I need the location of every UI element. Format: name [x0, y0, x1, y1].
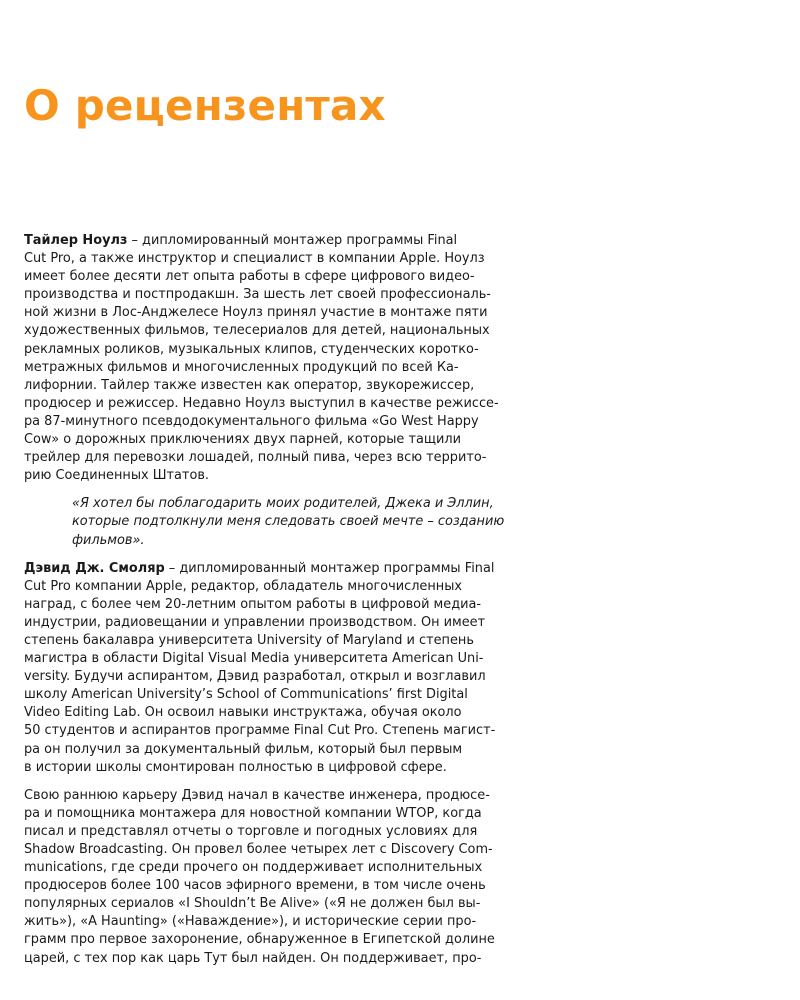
quote-line: «Я хотел бы поблагодарить моих родителей, Джека и Эллин,	[72, 496, 494, 512]
paragraph-text: – дипломированный монтажер программы Final	[164, 560, 495, 576]
paragraph-line: Cut Pro, а также инструктор и специалист в компании Apple. Ноулз	[24, 251, 485, 267]
paragraph-line: munications, где среди прочего он поддерживает исполнительных	[24, 860, 483, 876]
paragraph-line: лифорнии. Тайлер также известен как оператор, звукорежиссер,	[24, 377, 475, 393]
quote-line: которые подтолкнули меня следовать своей мечте – созданию	[72, 514, 505, 530]
paragraph-line: рию Соединенных Штатов.	[24, 468, 210, 484]
paragraph-line: производства и постпродакшн. За шесть лет своей профессиональ-	[24, 287, 491, 303]
paragraph-line: продюсер и режиссер. Недавно Ноулз выступил в качестве режиссе-	[24, 395, 499, 411]
paragraph-line: рекламных роликов, музыкальных клипов, студенческих коротко-	[24, 341, 479, 357]
paragraph-line: писал и представлял отчеты о торговле и погодных условиях для	[24, 823, 478, 839]
paragraph-david-career	[24, 787, 544, 968]
paragraph-line: Video Editing Lab. Он освоил навыки инструктажа, обучая около	[24, 705, 462, 721]
paragraph-line: метражных фильмов и многочисленных продукций по всей Ка-	[24, 359, 459, 375]
paragraph-line: популярных сериалов «I Shouldn’t Be Alive» («Я не должен был вы-	[24, 896, 481, 912]
paragraph-line: жить»), «A Haunting» («Наваждение»), и исторические серии про-	[24, 914, 477, 930]
paragraph-line: ра он получил за документальный фильм, который был первым	[24, 741, 463, 757]
paragraph-line: степень бакалавра университета University of Maryland и степень	[24, 632, 474, 648]
paragraph-line: Свою раннюю карьеру Дэвид начал в качестве инженера, продюсе-	[24, 787, 490, 803]
page-title: О рецензентах	[24, 81, 386, 130]
paragraph-line: ра 87-минутного псевдодокументального фильма «Go West Happy	[24, 413, 479, 429]
paragraph-line	[24, 232, 544, 250]
paragraph-line: трейлер для перевозки лошадей, полный пива, через всю террито-	[24, 450, 487, 466]
paragraph-line: школу American University’s School of Communications’ first Digital	[24, 687, 468, 703]
paragraph-line: индустрии, радиовещании и управлении производством. Он имеет	[24, 614, 486, 630]
reviewer-name: Тайлер Ноулз	[24, 233, 128, 248]
paragraph-line: художественных фильмов, телесериалов для детей, национальных	[24, 323, 490, 339]
paragraph-line: наград, с более чем 20-летним опытом работы в цифровой медиа-	[24, 596, 482, 612]
paragraph-line: Shadow Broadcasting. Он провел более четырех лет с Discovery Com-	[24, 842, 493, 857]
paragraph-line: ра и помощника монтажера для новостной компании WTOP, когда	[24, 805, 482, 821]
paragraph-line: в истории школы смонтирован полностью в цифровой сфере.	[24, 759, 447, 775]
paragraph-line: магистра в области Digital Visual Media университета American Uni-	[24, 651, 484, 667]
paragraph-text: – дипломированный монтажер программы Final	[127, 233, 458, 248]
paragraph-line: 50 студентов и аспирантов программе Final Cut Pro. Степень магист-	[24, 723, 496, 739]
paragraph-line: Cow» о дорожных приключениях двух парней, которые тащили	[24, 432, 461, 448]
paragraph-david-smolyar	[24, 560, 544, 777]
paragraph-line: продюсеров более 100 часов эфирного времени, в том числе очень	[24, 878, 486, 894]
paragraph-line: versity. Будучи аспирантом, Дэвид разработал, открыл и возглавил	[24, 669, 486, 685]
paragraph-tyler-knowles	[24, 232, 544, 485]
paragraph-line	[24, 560, 544, 578]
paragraph-line: царей, с тех пор как царь Тут был найден. Он поддерживает, про-	[24, 950, 482, 966]
paragraph-line: ной жизни в Лос-Анджелесе Ноулз принял участие в монтаже пяти	[24, 305, 488, 321]
acknowledgement-quote	[72, 495, 544, 549]
quote-line: фильмов».	[72, 532, 145, 548]
paragraph-line: Cut Pro компании Apple, редактор, обладатель многочисленных	[24, 578, 463, 594]
paragraph-line: имеет более десяти лет опыта работы в сфере цифрового видео-	[24, 269, 475, 285]
body-text	[24, 232, 544, 978]
paragraph-line: грамм про первое захоронение, обнаруженное в Египетской долине	[24, 932, 495, 948]
reviewer-name: Дэвид Дж. Смоляр	[24, 560, 165, 576]
